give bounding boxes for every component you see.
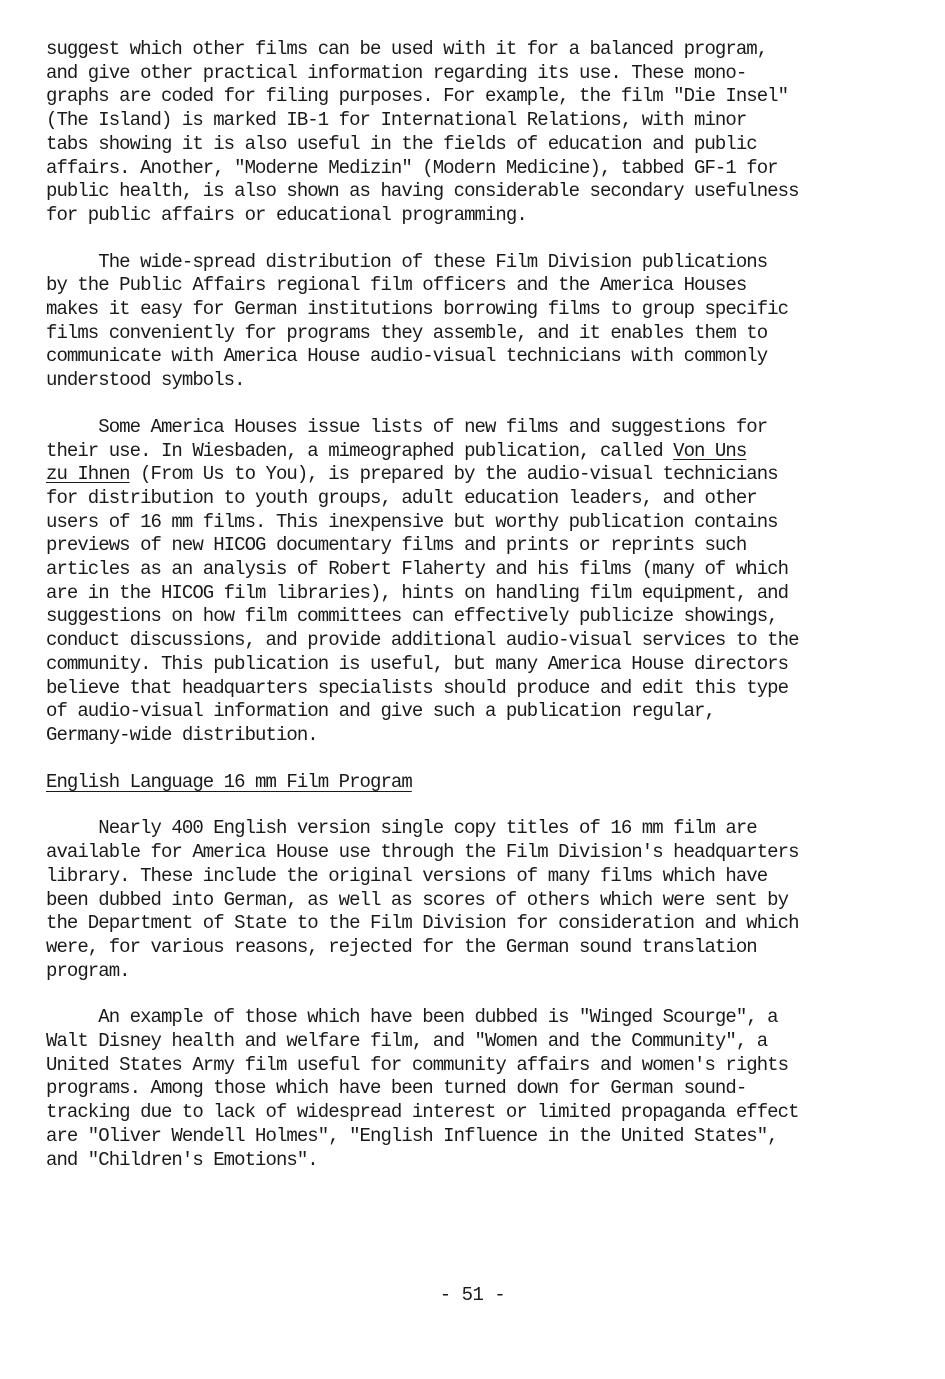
text-line: graphs are coded for filing purposes. For example, the film "Die Insel" [46,85,789,108]
text-line: the Department of State to the Film Division for consideration and which [46,912,799,935]
paragraph-english-titles [46,817,906,983]
text-line: program. [46,959,130,982]
text-line: and give other practical information regarding its use. These mono- [46,61,747,84]
text-line: The wide-spread distribution of these Film Division publications [46,250,768,273]
publication-title: Von Uns [673,439,747,462]
text-line: by the Public Affairs regional film officers and the America Houses [46,274,747,297]
text-line: for distribution to youth groups, adult education leaders, and other [46,486,757,509]
text-line: communicate with America House audio-visual technicians with commonly [46,345,768,368]
text-line: community. This publication is useful, but many America House directors [46,652,789,675]
text-line: programs. Among those which have been turned down for German sound- [46,1077,747,1100]
text-fragment: their use. In Wiesbaden, a mimeographed publication, called [46,439,674,462]
text-line: available for America House use through the Film Division's headquarters [46,841,799,864]
text-line: conduct discussions, and provide additional audio-visual services to the [46,629,799,652]
section-heading [46,771,906,795]
text-line: Walt Disney health and welfare film, and "Women and the Community", a [46,1030,768,1053]
text-line: are "Oliver Wendell Holmes", "English Influence in the United States", [46,1124,778,1147]
text-line: were, for various reasons, rejected for the German sound translation [46,935,757,958]
text-line: makes it easy for German institutions borrowing films to group specific [46,298,789,321]
text-line: believe that headquarters specialists should produce and edit this type [46,676,789,699]
text-line: suggest which other films can be used with it for a balanced program, [46,38,768,60]
text-line: United States Army film useful for community affairs and women's rights [46,1053,789,1076]
document-page [46,38,906,1195]
page-number: - 51 - [439,1284,506,1306]
text-line: previews of new HICOG documentary films and prints or reprints such [46,534,747,557]
text-fragment: (From Us to You), is prepared by the audio-visual technicians [129,463,778,486]
section-heading-text: English Language 16 mm Film Program [46,770,412,793]
text-line: (The Island) is marked IB-1 for International Relations, with minor [46,109,747,132]
text-line: affairs. Another, "Moderne Medizin" (Modern Medicine), tabbed GF-1 for [46,156,778,179]
text-line: public health, is also shown as having considerable secondary usefulness [46,180,799,203]
text-line: tracking due to lack of widespread interest or limited propaganda effect [46,1101,799,1124]
text-line: Some America Houses issue lists of new films and suggestions for [46,415,768,438]
text-line: and "Children's Emotions". [46,1148,318,1171]
paragraph-america-houses [46,416,906,748]
publication-title: zu Ihnen [46,463,130,486]
text-line [46,463,906,487]
paragraph-monographs [46,38,906,228]
text-line: Germany-wide distribution. [46,723,318,746]
text-line: are in the HICOG film libraries), hints on handling film equipment, and [46,581,789,604]
text-line: An example of those which have been dubbed is "Winged Scourge", a [46,1006,778,1029]
paragraph-examples [46,1006,906,1172]
text-line: been dubbed into German, as well as scores of others which were sent by [46,888,789,911]
text-line: tabs showing it is also useful in the fields of education and public [46,132,757,155]
paragraph-distribution [46,251,906,393]
text-line: films conveniently for programs they assemble, and it enables them to [46,321,768,344]
text-line [46,440,906,464]
text-line: Nearly 400 English version single copy titles of 16 mm film are [46,817,757,840]
text-line: understood symbols. [46,369,245,392]
text-line: for public affairs or educational programming. [46,203,527,226]
text-line: articles as an analysis of Robert Flaherty and his films (many of which [46,558,789,581]
text-line: of audio-visual information and give such a publication regular, [46,700,715,723]
text-line: library. These include the original versions of many films which have [46,864,768,887]
text-line: suggestions on how film committees can effectively publicize showings, [46,605,778,628]
text-line: users of 16 mm films. This inexpensive but worthy publication contains [46,510,778,533]
